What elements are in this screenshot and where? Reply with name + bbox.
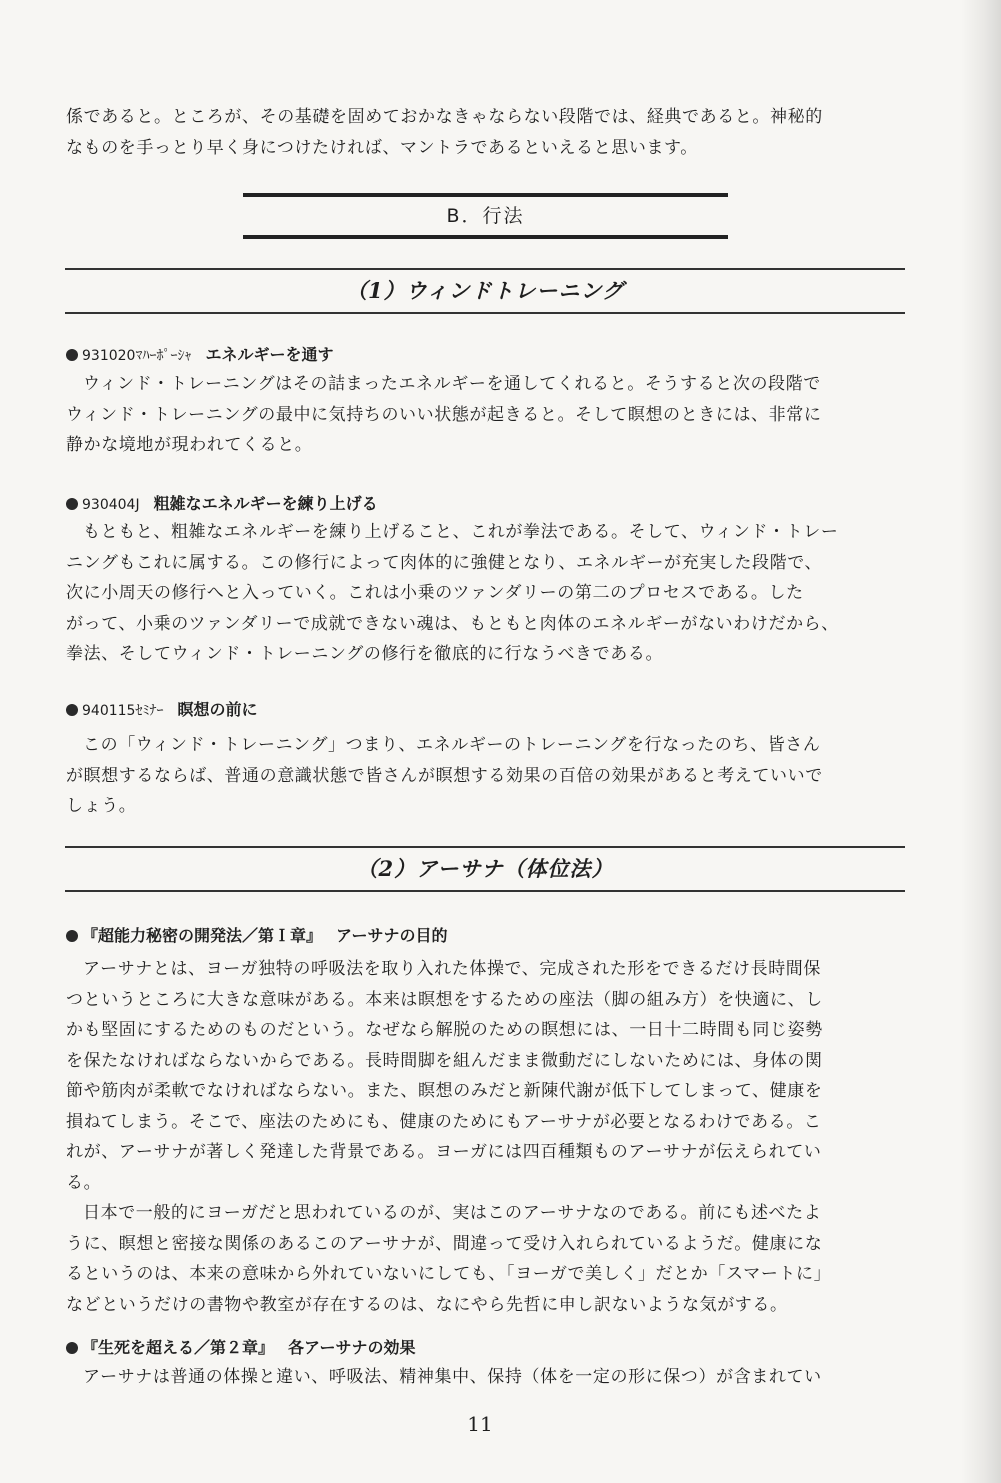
section-b-header [243,193,728,239]
text-line: が瞑想するならば、普通の意識状態で皆さんが瞑想する効果の百倍の効果があると考えていいで [66,765,823,786]
bullet-icon [66,1342,78,1354]
entry-title: 粗雑なエネルギーを練り上げる [153,494,378,513]
entry-title: 瞑想の前に [177,700,258,719]
bullet-icon [66,498,78,510]
section-title: B．行法 [446,205,525,227]
entry-body [66,730,906,822]
text-line: 静かな境地が現われてくると。 [66,435,313,455]
text-line: 節や筋肉が柔軟でなければならない。また、瞑想のみだと新陳代謝が低下してしまって、健康を [66,1081,823,1101]
text-line: 係であると。ところが、その基礎を固めておかなきゃならない段階では、経典であると。神秘的 [66,107,823,127]
text-line: うに、瞑想と密接な関係のあるこのアーサナが、間違って受け入れられているようだ。健康にな [66,1233,823,1254]
text-line: アーサナとは、ヨーガ独特の呼吸法を取り入れた体操で、完成された形をできるだけ長時間保 [83,959,822,979]
source-label: 『超能力秘密の開発法／第Ｉ章』 [82,926,323,945]
entry-title: アーサナの目的 [336,926,448,945]
source-label: 930404J [82,497,140,513]
text-line: を保たなければならないからである。長時間脚を組んだまま微動だにしないためには、身体の関 [66,1050,823,1071]
entry-body [66,1362,906,1393]
entry-body [66,517,906,670]
source-label: 940115ｾﾐﾅｰ [82,703,164,719]
entry-heading [66,925,448,947]
divider [65,312,905,314]
text-line: しょう。 [66,796,137,816]
text-line: るというのは、本来の意味から外れていないにしても、「ヨーガで美しく」だとか「スマートに」 [66,1264,832,1284]
text-line: などというだけの書物や教室が存在するのは、なにやら先哲に申し訳ないような気がする。 [66,1294,788,1315]
divider [243,235,728,239]
bullet-icon [66,349,78,361]
subsection-title: （2）アーサナ（体位法） [356,856,614,881]
text-line: なものを手っとり早く身につけたければ、マントラであるといえると思います。 [66,137,698,158]
page-number: 11 [467,1412,493,1436]
text-line: る。 [66,1172,102,1193]
text-line: 日本で一般的にヨーガだと思われているのが、実はこのアーサナなのである。前にも述べたよ [83,1203,822,1223]
text-line: がって、小乗のツァンダリーで成就できない魂は、もともと肉体のエネルギーがないわけだから、 [66,613,839,634]
text-line: れが、アーサナが著しく発達した背景である。ヨーガには四百種類ものアーサナが伝えられてい [66,1142,822,1162]
subsection-header-2 [65,846,905,892]
bullet-icon [66,930,78,942]
entry-body [66,369,906,461]
divider [65,890,905,892]
text-line: かも堅固にするためのものだという。なぜなら解脱のための瞑想には、一日十二時間も同じ姿勢 [66,1020,823,1040]
entry-heading [66,1337,416,1359]
subsection-title: （1）ウィンドトレーニング [346,278,624,303]
bullet-icon [66,704,78,716]
text-line: ウィンド・トレーニングの最中に気持ちのいい状態が起きると。そして瞑想のときには、非常に [66,404,822,425]
entry-heading [66,344,333,367]
text-line: 損ねてしまう。そこで、座法のためにも、健康のためにもアーサナが必要となるわけである。こ [66,1111,822,1132]
source-label: 931020ﾏﾊｰﾎﾟｰｼｬ [82,348,192,364]
subsection-header-1 [65,268,905,314]
text-line: この「ウィンド・トレーニング」つまり、エネルギーのトレーニングを行なったのち、皆さん [83,735,821,755]
text-line: 次に小周天の修行へと入っていく。これは小乗のツァンダリーの第二のプロセスである。した [66,583,804,603]
intro-paragraph [66,102,906,163]
text-line: ニングもこれに属する。この修行によって肉体的に強健となり、エネルギーが充実した段階で、 [66,552,823,573]
text-line: つというところに大きな意味がある。本来は瞑想をするための座法（脚の組み方）を快適に、し [66,989,823,1010]
text-line: ウィンド・トレーニングはその詰まったエネルギーを通してくれると。そうすると次の段階で [83,374,821,394]
text-line: 拳法、そしてウィンド・トレーニングの修行を徹底的に行なうべきである。 [66,644,664,664]
text-line: もともと、粗雑なエネルギーを練り上げること、これが拳法である。そして、ウィンド・トレー [83,522,839,542]
entry-body [66,954,906,1320]
entry-heading [66,493,378,516]
entry-title: 各アーサナの効果 [288,1338,416,1357]
source-label: 『生死を超える／第２章』 [82,1338,275,1357]
page-edge-shadow [961,0,1001,1483]
text-line: アーサナは普通の体操と違い、呼吸法、精神集中、保持（体を一定の形に保つ）が含まれてい [83,1367,822,1387]
entry-title: エネルギーを通す [205,345,334,364]
entry-heading [66,699,257,722]
